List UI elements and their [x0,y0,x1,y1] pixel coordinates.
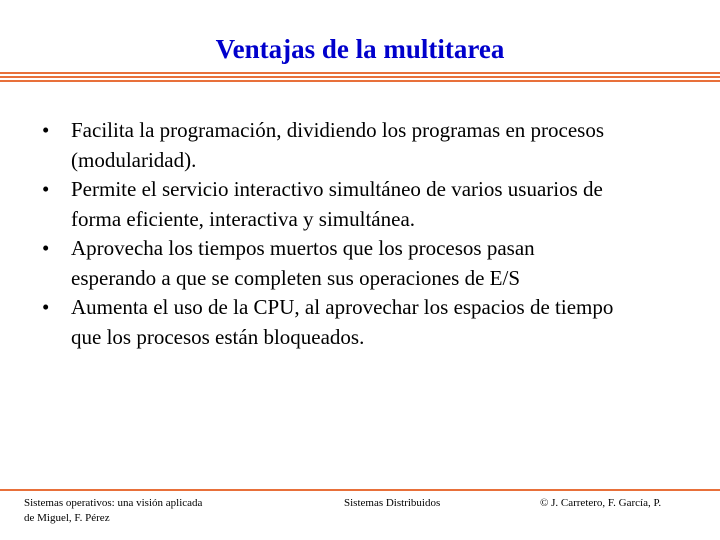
bullet-item [0,175,720,234]
bullet-text-line: forma eficiente, interactiva y simultánea. [71,206,416,231]
bullet-dot-icon: • [42,177,50,201]
footer-divider-line [0,489,720,491]
bullet-text-line: Permite el servicio interactivo simultáneo de varios usuarios de [71,177,603,201]
bullet-dot-icon: • [42,118,50,142]
title-divider-line [0,72,720,74]
footer-left-line: de Miguel, F. Pérez [24,512,110,524]
bullet-item [0,234,720,293]
bullet-text-line: esperando a que se completen sus operaciones de E/S [71,265,521,290]
footer-copyright: © J. Carretero, F. García, P. [540,497,662,509]
bullet-text-line: Aprovecha los tiempos muertos que los procesos pasan [71,236,535,260]
bullet-text-line: que los procesos están bloqueados. [71,324,365,349]
bullet-item [0,293,720,352]
bullet-text-line: Aumenta el uso de la CPU, al aprovechar los espacios de tiempo [71,295,614,319]
bullet-text-line: Facilita la programación, dividiendo los programas en procesos [71,118,605,142]
bullet-dot-icon: • [42,295,50,319]
bullet-list [0,116,720,352]
footer-course-title: Sistemas Distribuidos [344,497,441,509]
footer-left-line: Sistemas operativos: una visión aplicada [24,497,203,509]
bullet-dot-icon: • [42,236,50,260]
bullet-item [0,116,720,175]
title-divider-line [0,76,720,78]
title-divider-line [0,80,720,82]
bullet-text-line: (modularidad). [71,147,197,172]
slide-title: Ventajas de la multitarea [215,34,505,64]
footer-book-credit [24,496,202,526]
